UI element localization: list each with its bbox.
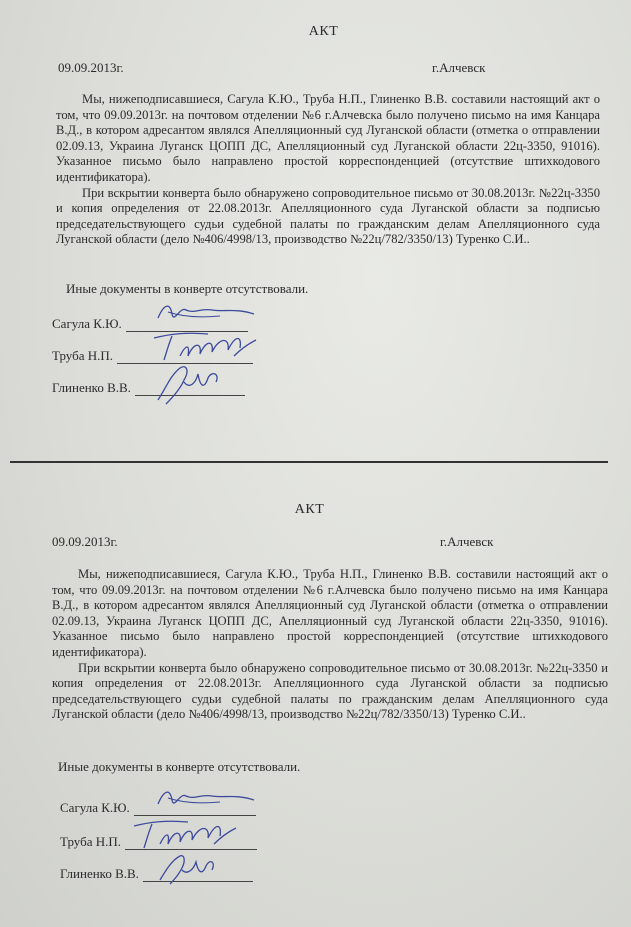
signatory-name: Глиненко В.В. [60,866,139,881]
signatory-name: Сагула К.Ю. [52,316,122,331]
act-city: г.Алчевск [440,534,494,549]
signature-sagula-image [150,782,260,816]
signatory-name: Глиненко В.В. [52,380,131,395]
act-title: АКТ [294,502,325,517]
signatory-name: Сагула К.Ю. [60,800,130,815]
act-date: 09.09.2013г. [58,60,124,75]
act-paragraph-1: Мы, нижеподписавшиеся, Сагула К.Ю., Труба Н.П., Глиненко В.В. составили настоящий акт о том, что 09.09.2013г. на почтовом отделении №6 г.Алчевска было получено письмо на имя Канцара В.Д., в котором адресантом являлся Апелляционный суд Луганской области (отметка о отправлении 02.09.13, Украина Луганск ЦОПП ДС, Апелляционный суд Луганской области 22ц-3350, 91016). Указанное письмо было направлено простой корреспонденцией (отсутствие штихкодового идентификатора). [52,567,608,659]
act-paragraph-2: При вскрытии конверта было обнаружено сопроводительное письмо от 30.08.2013г. №22ц-3350 и копия определения от 22.08.2013г. Апелляционного суда Луганской области за подписью председательствующего судьи судебной палаты по гражданским делам Апелляционного суда Луганской области (дело №406/4998/13, производство №22ц/782/3350/13) Туренко С.И.. [56,185,600,247]
signatory-name: Труба Н.П. [52,348,114,363]
signature-glinenko-image [150,846,240,886]
act-paragraph-1: Мы, нижеподписавшиеся, Сагула К.Ю., Труба Н.П., Глиненко В.В. составили настоящий акт о том, что 09.09.2013г. на почтовом отделении №6 г.Алчевска было получено письмо на имя Канцара В.Д., в котором адресантом являлся Апелляционный суд Луганской области (отметка о отправлении 02.09.13, Украина Луганск ЦОПП ДС, Апелляционный суд Луганской области 22ц-3350, 91016). Указанное письмо было направлено простой корреспонденцией (отсутствие штихкодового идентификатора). [56,92,600,184]
act-body [52,567,608,723]
act-city: г.Алчевск [432,60,486,75]
act-no-documents-note: Иные документы в конверте отсутствовали. [66,281,309,296]
section-divider [10,461,608,463]
signature-sagula-image [150,296,260,330]
signatory-name: Труба Н.П. [60,834,122,849]
act-date: 09.09.2013г. [52,534,118,549]
act-body [56,92,600,248]
act-no-documents-note: Иные документы в конверте отсутствовали. [58,759,301,774]
signature-glinenko-image [140,360,240,406]
act-paragraph-2: При вскрытии конверта было обнаружено сопроводительное письмо от 30.08.2013г. №22ц-3350 и копия определения от 22.08.2013г. Апелляционного суда Луганской области за подписью председательствующего судьи судебной палаты по гражданским делам Апелляционного суда Луганской области (дело №406/4998/13, производство №22ц/782/3350/13) Туренко С.И.. [52,660,608,722]
act-title: АКТ [308,24,339,39]
